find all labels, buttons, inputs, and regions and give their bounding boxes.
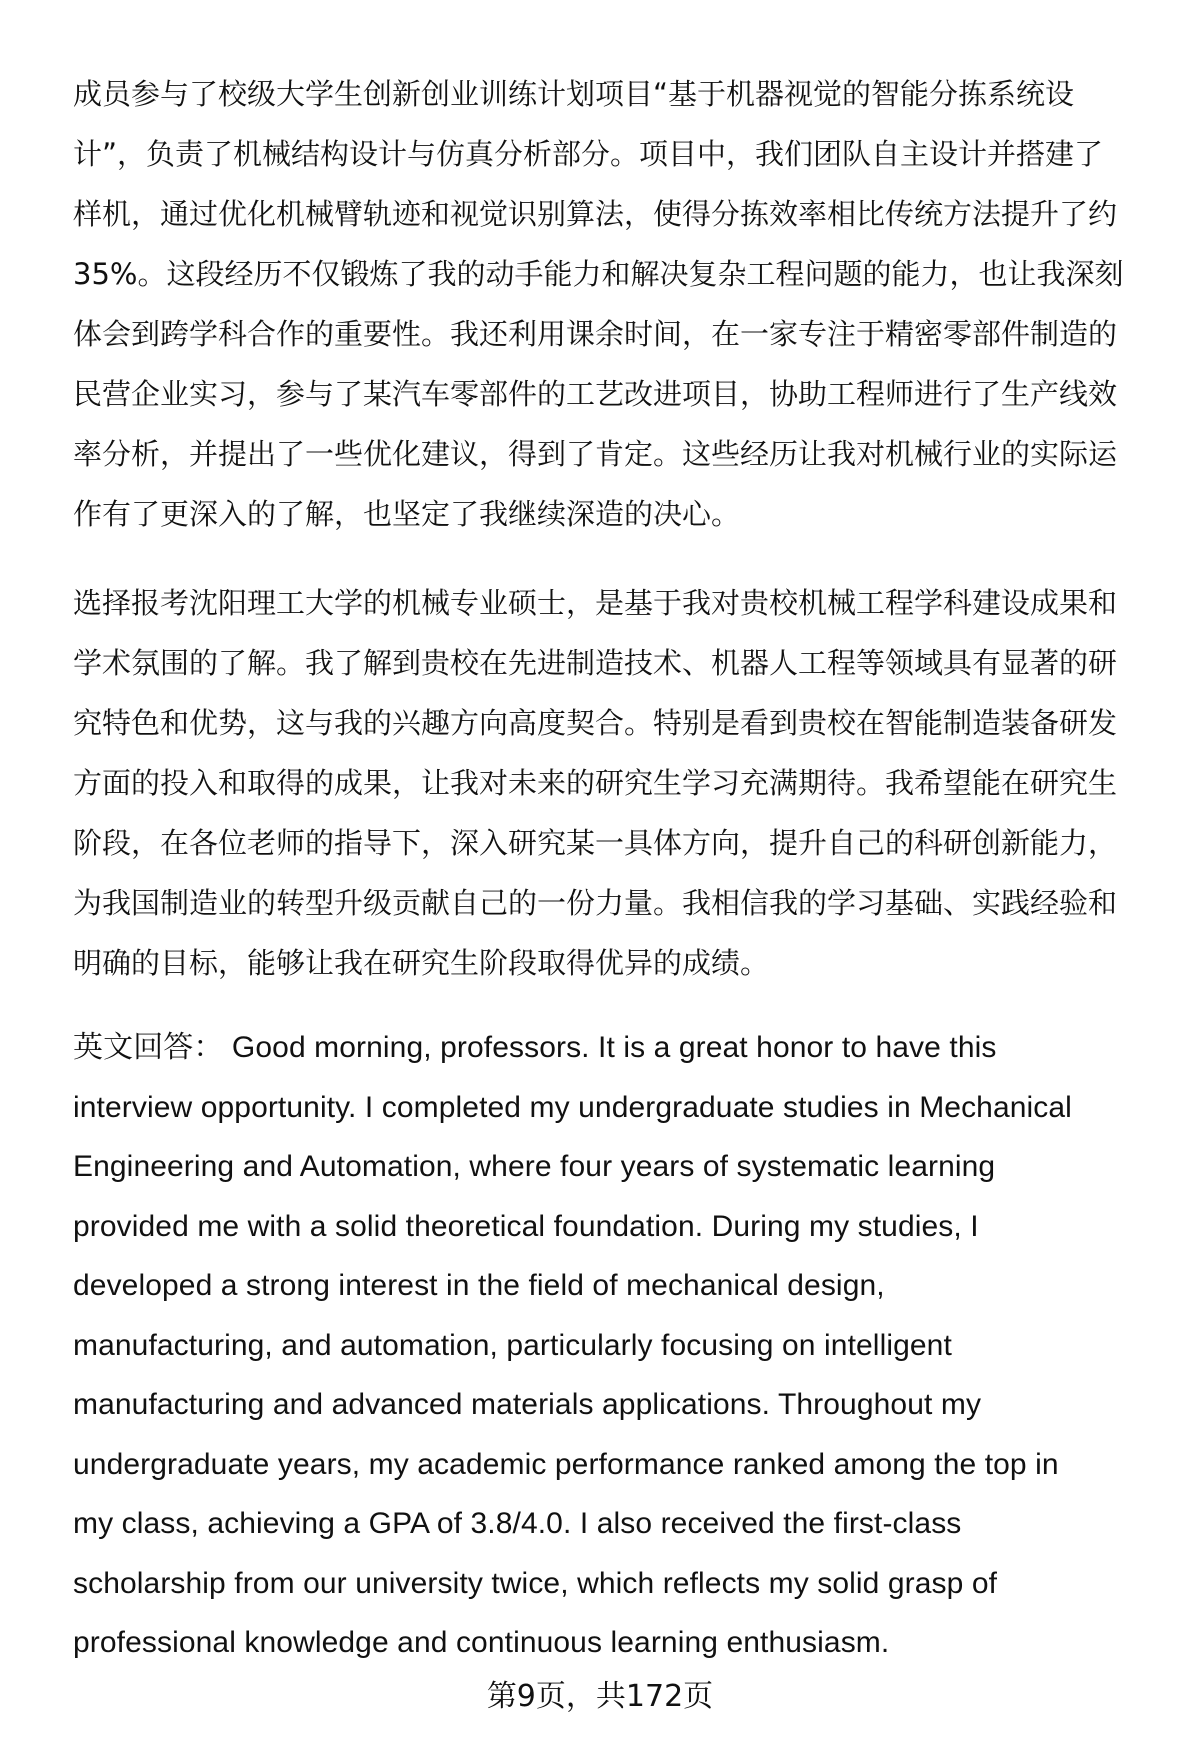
- text-line: undergraduate years, my academic performance ranked among the top in: [73, 1447, 1059, 1481]
- text-line: developed a strong interest in the field of mechanical design,: [73, 1269, 885, 1302]
- text-line: 明确的目标，能够让我在研究生阶段取得优异的成绩。: [73, 946, 770, 980]
- text-line: 究特色和优势，这与我的兴趣方向高度契合。特别是看到贵校在智能制造装备研发: [73, 706, 1118, 740]
- text-line: manufacturing, and automation, particularly focusing on intelligent: [73, 1328, 952, 1362]
- page-number: 第9页，共172页: [486, 1679, 714, 1714]
- text-line: professional knowledge and continuous learning enthusiasm.: [73, 1626, 890, 1659]
- text-line: manufacturing and advanced materials applications. Throughout my: [73, 1388, 982, 1421]
- text-line: Engineering and Automation, where four years of systematic learning: [73, 1150, 996, 1183]
- text-line: 率分析，并提出了一些优化建议，得到了肯定。这些经历让我对机械行业的实际运: [73, 437, 1118, 471]
- text-line: 样机，通过优化机械臂轨迹和视觉识别算法，使得分拣效率相比传统方法提升了约: [73, 197, 1118, 231]
- text-line: 阶段，在各位老师的指导下，深入研究某一具体方向，提升自己的科研创新能力，: [73, 826, 1118, 860]
- text-line: 选择报考沈阳理工大学的机械专业硕士，是基于我对贵校机械工程学科建设成果和: [73, 586, 1118, 620]
- text-line: my class, achieving a GPA of 3.8/4.0. I also received the first-class: [73, 1507, 962, 1540]
- text-line: 英文回答： Good morning, professors. It is a great honor to have this: [73, 1031, 997, 1064]
- text-line: 体会到跨学科合作的重要性。我还利用课余时间，在一家专注于精密零部件制造的: [73, 317, 1118, 351]
- text-line: provided me with a solid theoretical foundation. During my studies, I: [73, 1209, 979, 1243]
- text-line: 为我国制造业的转型升级贡献自己的一份力量。我相信我的学习基础、实践经验和: [73, 886, 1118, 920]
- text-line: 学术氛围的了解。我了解到贵校在先进制造技术、机器人工程等领域具有显著的研: [73, 646, 1118, 680]
- text-line: 计”，负责了机械结构设计与仿真分析部分。项目中，我们团队自主设计并搭建了: [73, 137, 1104, 171]
- text-line: interview opportunity. I completed my undergraduate studies in Mechanical: [73, 1090, 1072, 1124]
- text-line: scholarship from our university twice, which reflects my solid grasp of: [73, 1566, 998, 1600]
- text-line: 民营企业实习，参与了某汽车零部件的工艺改进项目，协助工程师进行了生产线效: [73, 377, 1118, 411]
- text-line: 作有了更深入的了解，也坚定了我继续深造的决心。: [73, 497, 741, 531]
- text-line: 方面的投入和取得的成果，让我对未来的研究生学习充满期待。我希望能在研究生: [73, 766, 1118, 800]
- text-line: 成员参与了校级大学生创新创业训练计划项目“基于机器视觉的智能分拣系统设: [73, 77, 1075, 111]
- text-line: 35%。这段经历不仅锻炼了我的动手能力和解决复杂工程问题的能力，也让我深刻: [73, 257, 1124, 291]
